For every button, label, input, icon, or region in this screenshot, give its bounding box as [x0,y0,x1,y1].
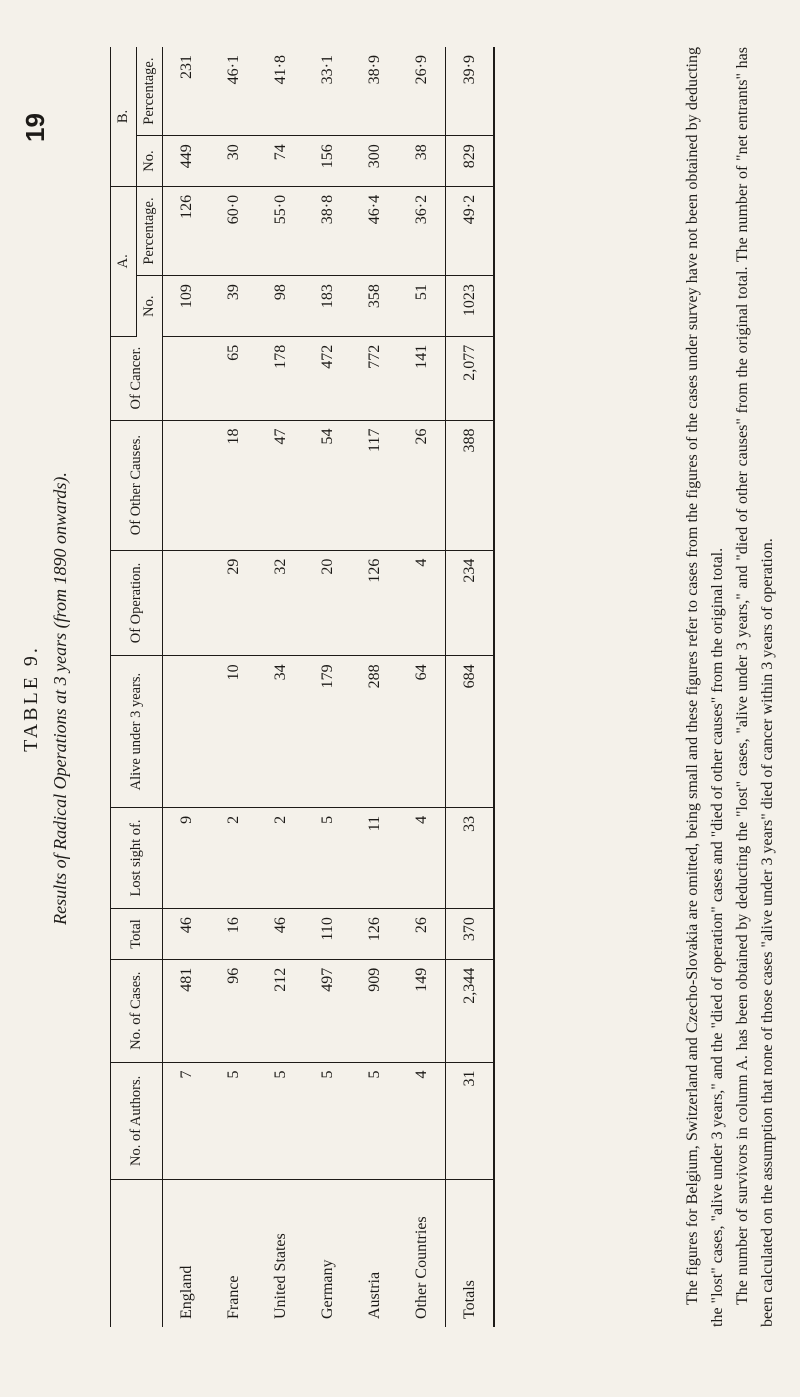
table-row [257,47,304,1327]
cell: 41·8 [257,47,304,136]
cell: 11 [351,807,398,908]
table-notes [680,47,780,1327]
cell: 110 [304,909,351,960]
cell: 33·1 [304,47,351,136]
header-b-no: No. [137,136,163,187]
header-died-operation: Of Operation. [111,550,163,656]
header-lost: Lost sight of. [111,807,163,908]
cell: 829 [446,136,495,187]
cell: 141 [398,336,446,420]
cell: 16 [210,909,257,960]
header-alive-a: A. [111,186,137,336]
cell: 126 [163,186,211,275]
cell: 4 [398,550,446,656]
cell: 51 [398,276,446,337]
header-died-cancer: Of Cancer. [111,336,163,420]
cell: 65 [210,336,257,420]
row-label: Other Countries [412,1216,430,1319]
cell: 20 [304,550,351,656]
cell: 98 [257,276,304,337]
cell: 10 [210,656,257,808]
cell: 179 [304,656,351,808]
cell: 60·0 [210,186,257,275]
header-alive-b: B. [111,47,137,186]
cell: 38 [398,136,446,187]
cell: 34 [257,656,304,808]
cell: 46 [257,909,304,960]
cell: 5 [210,1062,257,1180]
cell: 9 [163,807,211,908]
cell [163,656,211,808]
cell: 2 [210,807,257,908]
cell: 234 [446,550,495,656]
cell [163,420,211,550]
cell: 5 [257,1062,304,1180]
cell: 74 [257,136,304,187]
cell [163,550,211,656]
cell: 497 [304,959,351,1062]
row-label: Austria [365,1271,383,1319]
table-row [163,47,211,1327]
cell: 126 [351,550,398,656]
cell: 772 [351,336,398,420]
cell: 388 [446,420,495,550]
row-label: Germany [318,1259,336,1319]
cell: 2 [257,807,304,908]
cell: 300 [351,136,398,187]
cell: 909 [351,959,398,1062]
cell: 5 [304,807,351,908]
cell: 2,344 [446,959,495,1062]
cell: 7 [163,1062,211,1180]
row-label: United States [271,1233,289,1319]
row-label: England [177,1265,195,1319]
cell: 5 [304,1062,351,1180]
cell [163,336,211,420]
cell: 39·9 [446,47,495,136]
cell: 449 [163,136,211,187]
table-row [351,47,398,1327]
header-cases: No. of Cases. [111,959,163,1062]
cell: 370 [446,909,495,960]
cell: 54 [304,420,351,550]
cell: 472 [304,336,351,420]
cell: 46·1 [210,47,257,136]
cell: 46 [163,909,211,960]
cell: 109 [163,276,211,337]
cell: 31 [446,1062,495,1180]
cell: 26 [398,420,446,550]
cell: 178 [257,336,304,420]
note-paragraph: The number of survivors in column A. has been obtained by deducting the "lost" cases, "alive under 3 years," and "died of other causes" from the original total. The number of "net entrants" has been calculated on the assumption that none of those cases "alive under 3 years" died of cancer within 3 years of operation. [734,47,776,1327]
header-died-other: Of Other Causes. [111,420,163,550]
cell: 47 [257,420,304,550]
table-row [304,47,351,1327]
cell: 481 [163,959,211,1062]
cell: 4 [398,1062,446,1180]
cell: 55·0 [257,186,304,275]
cell: 30 [210,136,257,187]
cell: 5 [351,1062,398,1180]
cell: 1023 [446,276,495,337]
header-alive-under: Alive under 3 years. [111,656,163,808]
cell: 46·4 [351,186,398,275]
header-b-pct: Percentage. [137,47,163,136]
cell: 212 [257,959,304,1062]
cell: 32 [257,550,304,656]
page-number: 19 [20,113,50,142]
cell: 38·8 [304,186,351,275]
cell: 288 [351,656,398,808]
country-header [111,1180,163,1327]
cell: 39 [210,276,257,337]
results-table [110,47,495,1327]
cell: 126 [351,909,398,960]
cell: 18 [210,420,257,550]
header-a-pct: Percentage. [137,186,163,275]
cell: 26·9 [398,47,446,136]
row-label: Totals [446,1180,495,1327]
cell: 4 [398,807,446,908]
table-row [210,47,257,1327]
row-label: France [224,1275,242,1319]
table-subtitle: Results of Radical Operations at 3 years (from 1890 onwards). [50,472,70,925]
cell: 231 [163,47,211,136]
cell: 29 [210,550,257,656]
cell: 36·2 [398,186,446,275]
note-paragraph: The figures for Belgium, Switzerland and Czecho-Slovakia are omitted, being small and these figures refer to cases from the figures of the cases under survey have not been obtained by deducting the "lost" cases, "alive under 3 years," and the "died of operation" cases and "died of other causes" from the original total. [684,47,726,1327]
header-a-no: No. [137,276,163,337]
cell: 149 [398,959,446,1062]
table-row [398,47,446,1327]
cell: 26 [398,909,446,960]
header-authors: No. of Authors. [111,1062,163,1180]
table-title: TABLE 9. [20,645,42,752]
cell: 64 [398,656,446,808]
cell: 96 [210,959,257,1062]
cell: 183 [304,276,351,337]
cell: 38·9 [351,47,398,136]
cell: 684 [446,656,495,808]
cell: 156 [304,136,351,187]
cell: 117 [351,420,398,550]
table-row-totals [446,47,495,1327]
cell: 358 [351,276,398,337]
cell: 49·2 [446,186,495,275]
cell: 33 [446,807,495,908]
header-total: Total [111,909,163,960]
cell: 2,077 [446,336,495,420]
